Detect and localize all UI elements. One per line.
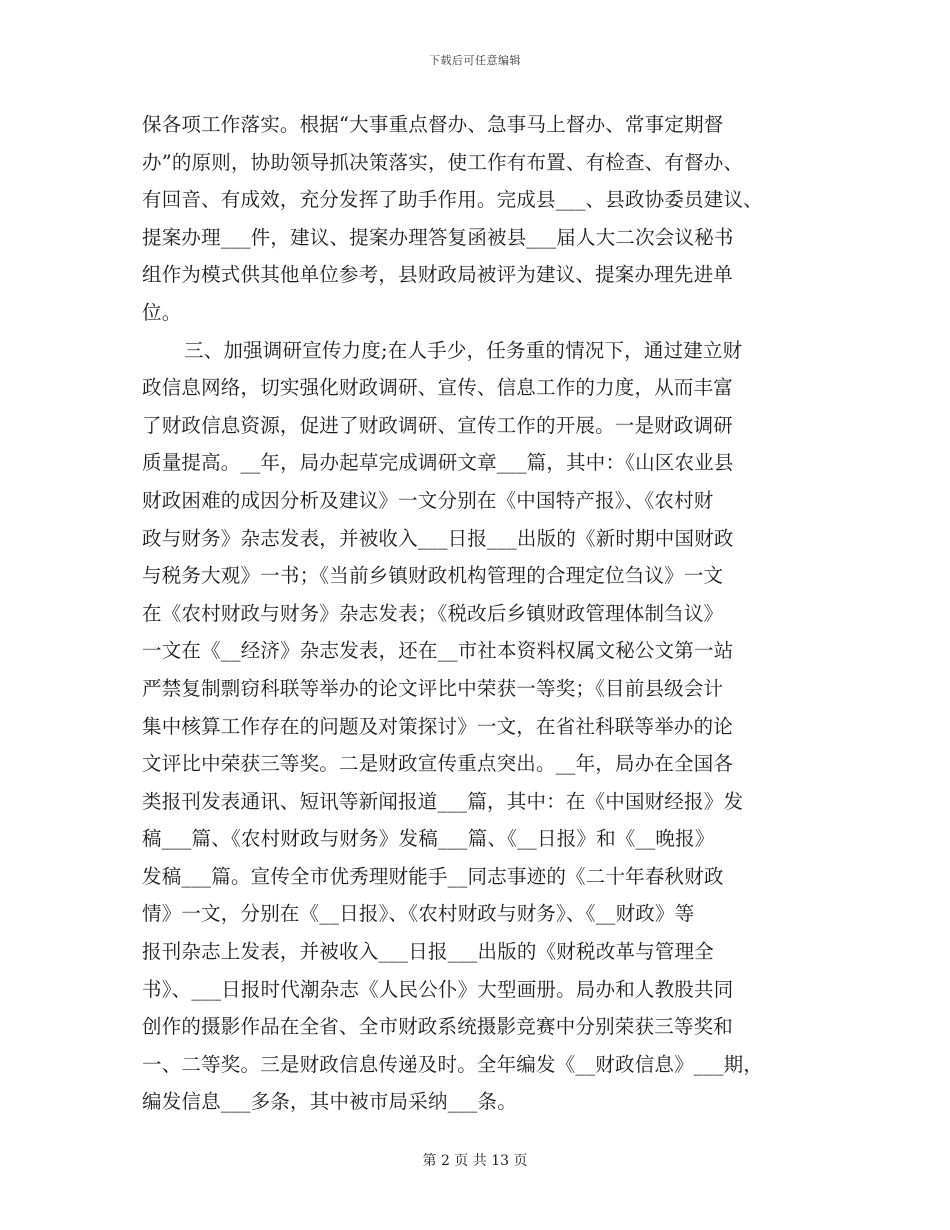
text-line: 稿___篇、《农村财政与财务》发稿___篇、《__日报》和《__晚报》: [142, 827, 715, 851]
text-line: 办”的原则，协助领导抓决策落实，使工作有布置、有检查、有督办、: [142, 150, 744, 174]
text-line: 政信息网络，切实强化财政调研、宣传、信息工作的力度，从而丰富: [142, 376, 734, 400]
text-line: 严禁复制剽窃科联等举办的论文评比中荣获一等奖；《目前县级会计: [142, 676, 724, 700]
text-line: 编发信息___多条，其中被市局采纳___条。: [142, 1090, 517, 1114]
document-body: [142, 106, 822, 1121]
text-line: 一文在《__经济》杂志发表，还在__市社本资料权属文秘公文第一站: [142, 639, 734, 663]
text-line: 在《农村财政与财务》杂志发表；《税改后乡镇财政管理体制刍议》: [142, 601, 724, 625]
text-line: 文评比中荣获三等奖。二是财政宣传重点突出。__年，局办在全国各: [142, 752, 734, 776]
text-line: 政与财务》杂志发表，并被收入___日报___出版的《新时期中国财政: [142, 526, 734, 550]
text-line: 了财政信息资源，促进了财政调研、宣传工作的开展。一是财政调研: [142, 413, 734, 437]
page-footer: 第 2 页 共 13 页: [422, 1153, 528, 1169]
text-line: 情》一文，分别在《__日报》、《农村财政与财务》、《__财政》等: [142, 902, 695, 926]
text-line: 三、加强调研宣传力度;在人手少，任务重的情况下，通过建立财: [184, 338, 743, 362]
text-line: 书》、___日报时代潮杂志《人民公仆》大型画册。局办和人教股共同: [142, 977, 734, 1001]
text-line: 发稿___篇。宣传全市优秀理财能手__同志事迹的《二十年春秋财政: [142, 864, 724, 888]
text-line: 有回音、有成效，充分发挥了助手作用。完成县___、县政协委员建议、: [142, 188, 763, 212]
text-line: 与税务大观》一书；《当前乡镇财政机构管理的合理定位刍议》一文: [142, 564, 724, 588]
text-line: 质量提高。__年，局办起草完成调研文章___篇，其中：《山区农业县: [142, 451, 734, 475]
text-line: 保各项工作落实。根据“大事重点督办、急事马上督办、常事定期督: [142, 113, 724, 136]
page-header: 下载后可任意编辑: [429, 54, 521, 67]
text-line: 提案办理___件，建议、提案办理答复函被县___届人大二次会议秘书: [142, 225, 734, 249]
text-line: 组作为模式供其他单位参考，县财政局被评为建议、提案办理先进单: [142, 263, 734, 287]
text-line: 一、二等奖。三是财政信息传递及时。全年编发《__财政信息》___期，: [142, 1052, 764, 1076]
text-line: 集中核算工作存在的问题及对策探讨》一文，在省社科联等举办的论: [142, 714, 734, 738]
text-line: 类报刊发表通讯、短讯等新闻报道___篇，其中：在《中国财经报》发: [142, 789, 744, 813]
text-line: 位。: [142, 300, 182, 324]
text-line: 创作的摄影作品在全省、全市财政系统摄影竞赛中分别荣获三等奖和: [142, 1015, 734, 1039]
text-line: 财政困难的成因分析及建议》一文分别在《中国特产报》、《农村财: [142, 488, 714, 512]
text-line: 报刊杂志上发表，并被收入___日报___出版的《财税改革与管理全: [142, 940, 714, 964]
